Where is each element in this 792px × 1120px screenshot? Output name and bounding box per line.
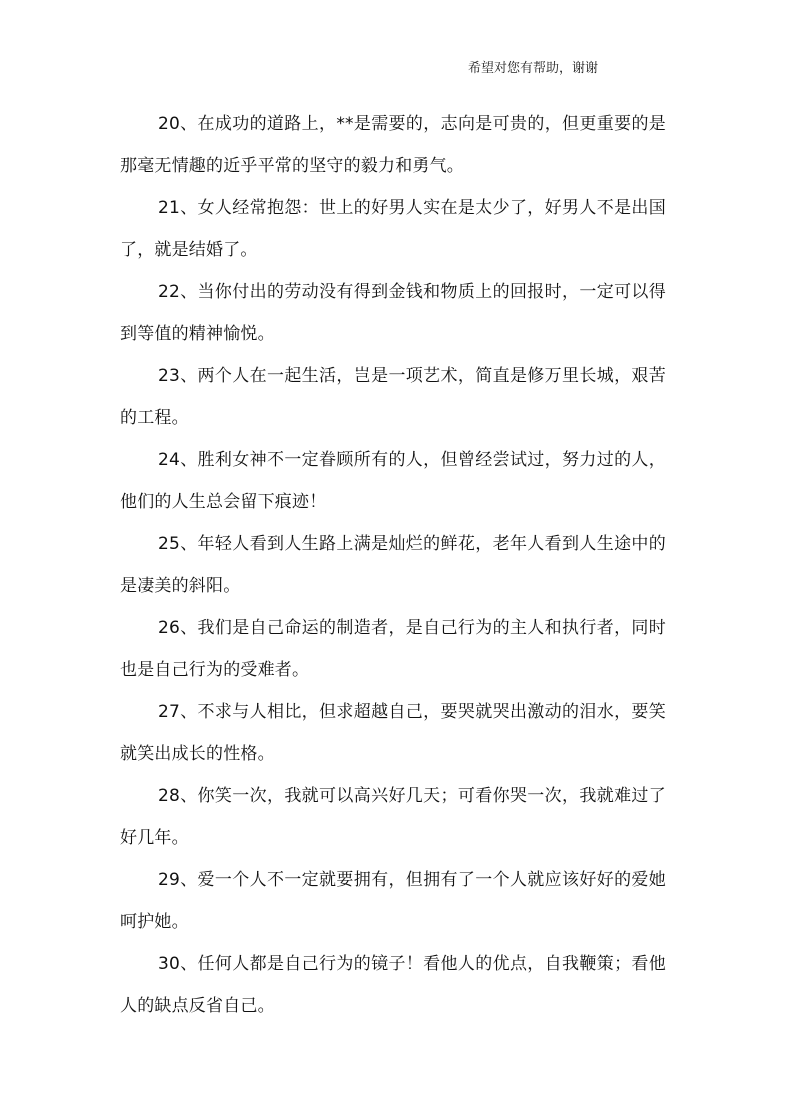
paragraph-26: 26、我们是自己命运的制造者，是自己行为的主人和执行者，同时也是自己行为的受难者。 (120, 618, 666, 680)
paragraph-24: 24、胜利女神不一定眷顾所有的人，但曾经尝试过，努力过的人，他们的人生总会留下痕迹！ (120, 450, 666, 512)
paragraph-20: 20、在成功的道路上，**是需要的，志向是可贵的，但更重要的是那毫无情趣的近乎平常的坚守的毅力和勇气。 (120, 114, 666, 176)
paragraph-30: 30、任何人都是自己行为的镜子！看他人的优点，自我鞭策；看他人的缺点反省自己。 (120, 954, 666, 1016)
paragraph-21: 21、女人经常抱怨：世上的好男人实在是太少了，好男人不是出国了，就是结婚了。 (120, 198, 666, 260)
body-text (120, 103, 666, 1027)
paragraph-28: 28、你笑一次，我就可以高兴好几天；可看你哭一次，我就难过了好几年。 (120, 786, 666, 848)
paragraph-27: 27、不求与人相比，但求超越自己，要哭就哭出激动的泪水，要笑就笑出成长的性格。 (120, 702, 666, 764)
header-note: 希望对您有帮助，谢谢 (468, 61, 599, 76)
paragraph-25: 25、年轻人看到人生路上满是灿烂的鲜花，老年人看到人生途中的是凄美的斜阳。 (120, 534, 666, 596)
paragraph-23: 23、两个人在一起生活，岂是一项艺术，简直是修万里长城，艰苦的工程。 (120, 366, 666, 428)
paragraph-22: 22、当你付出的劳动没有得到金钱和物质上的回报时，一定可以得到等值的精神愉悦。 (120, 282, 666, 344)
paragraph-29: 29、爱一个人不一定就要拥有，但拥有了一个人就应该好好的爱她呵护她。 (120, 870, 666, 932)
